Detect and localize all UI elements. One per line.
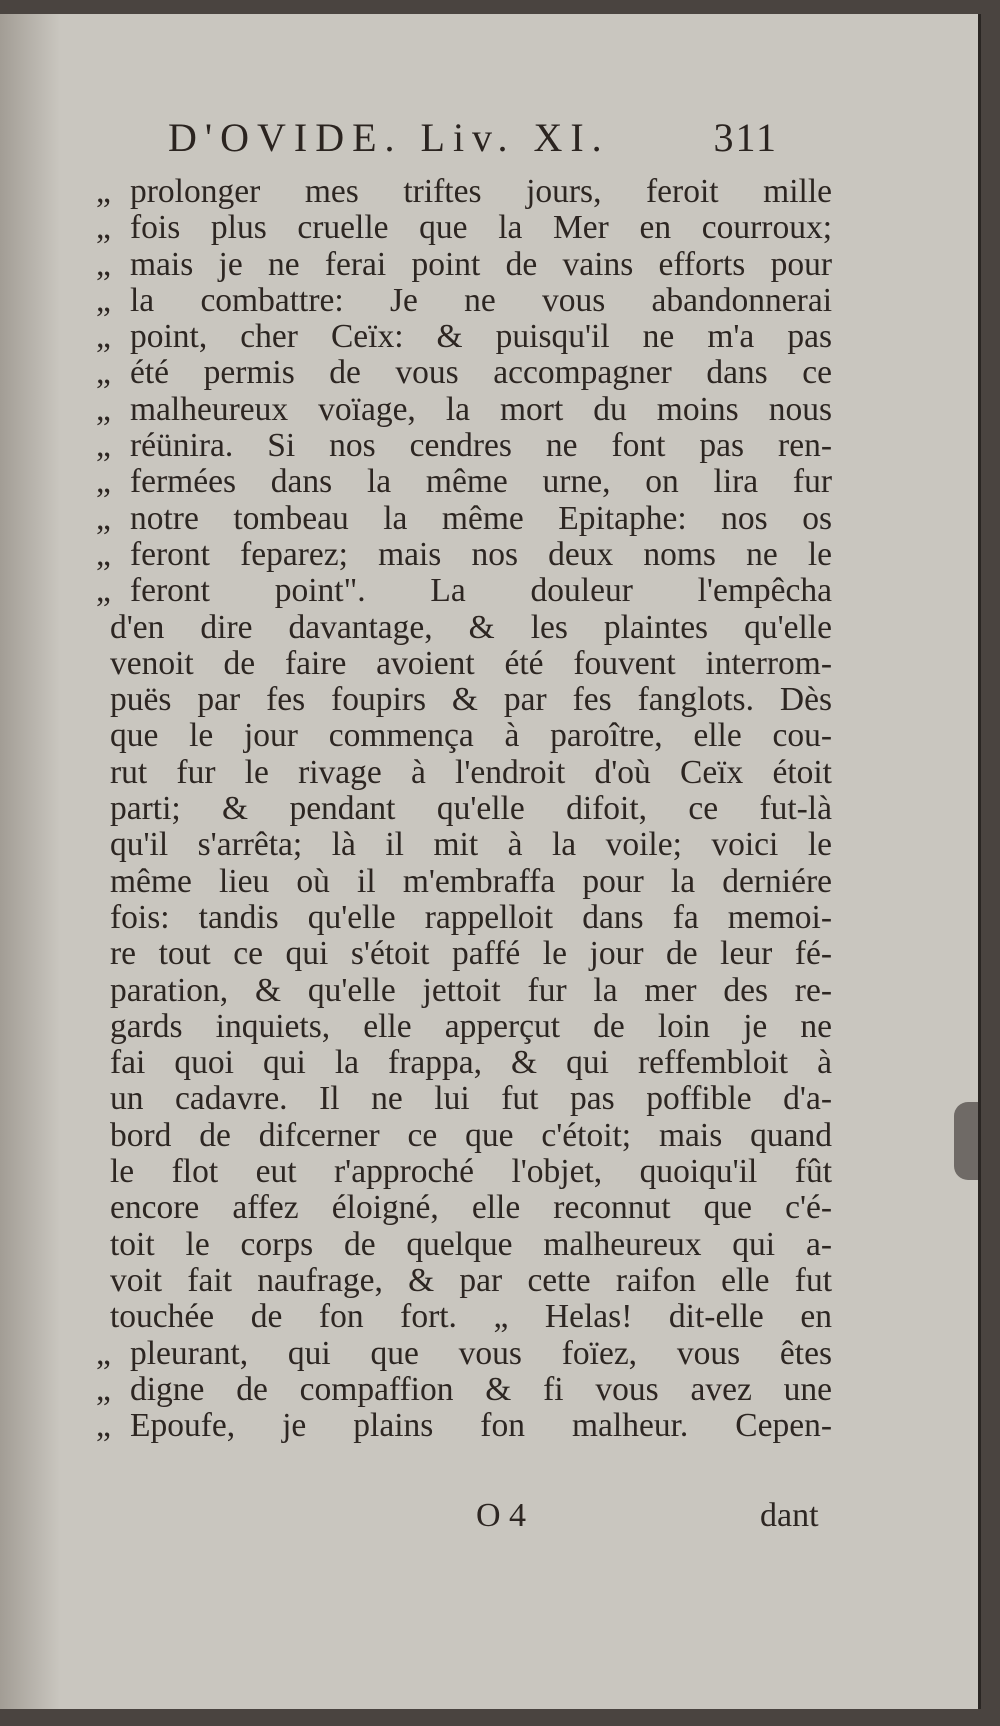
text-line bbox=[96, 283, 832, 319]
line-text: paration, & qu'elle jettoit fur la mer des re- bbox=[110, 971, 832, 1009]
running-title: D'OVIDE. Liv. XI. bbox=[168, 115, 610, 160]
text-line bbox=[96, 1227, 832, 1263]
quotation-mark: „ bbox=[96, 281, 111, 319]
text-line bbox=[96, 247, 832, 283]
line-text: notre tombeau la même Epitaphe: nos os bbox=[130, 499, 832, 537]
line-text: la combattre: Je ne vous abandonnerai bbox=[130, 281, 832, 319]
text-line bbox=[96, 1190, 832, 1226]
quotation-mark: „ bbox=[96, 1334, 111, 1372]
line-text: gards inquiets, elle apperçut de loin je ne bbox=[110, 1007, 832, 1045]
page-gutter-shadow bbox=[0, 14, 60, 1709]
quotation-mark: „ bbox=[96, 354, 111, 392]
text-line bbox=[96, 501, 832, 537]
text-line bbox=[96, 682, 832, 718]
text-line bbox=[96, 319, 832, 355]
quotation-mark: „ bbox=[96, 390, 111, 428]
line-text: venoit de faire avoient été fouvent interrom- bbox=[110, 644, 832, 682]
line-text: malheureux voïage, la mort du moins nous bbox=[130, 390, 832, 428]
line-text: d'en dire davantage, & les plaintes qu'elle bbox=[110, 608, 832, 646]
text-line bbox=[96, 718, 832, 754]
line-text: même lieu où il m'embraffa pour la derniére bbox=[110, 862, 832, 900]
quotation-mark: „ bbox=[96, 572, 111, 610]
text-line bbox=[96, 900, 832, 936]
text-line bbox=[96, 1336, 832, 1372]
line-text: feront point". La douleur l'empêcha bbox=[130, 572, 832, 610]
line-text: feront feparez; mais nos deux noms ne le bbox=[130, 535, 832, 573]
line-text: re tout ce qui s'étoit paffé le jour de leur fé- bbox=[110, 935, 832, 973]
book-page bbox=[0, 14, 981, 1709]
line-text: qu'il s'arrêta; là il mit à la voile; voici le bbox=[110, 826, 832, 864]
text-line bbox=[96, 791, 832, 827]
line-text: toit le corps de quelque malheureux qui a- bbox=[110, 1225, 832, 1263]
line-text: le flot eut r'approché l'objet, quoiqu'il fût bbox=[110, 1153, 832, 1191]
line-text: rut fur le rivage à l'endroit d'où Ceïx étoit bbox=[110, 753, 832, 791]
line-text: digne de compaffion & fi vous avez une bbox=[130, 1370, 832, 1408]
quotation-mark: „ bbox=[96, 209, 111, 247]
text-line bbox=[96, 646, 832, 682]
text-line bbox=[96, 1263, 832, 1299]
line-text: point, cher Ceïx: & puisqu'il ne m'a pas bbox=[130, 318, 832, 356]
line-text: prolonger mes triftes jours, feroit mille bbox=[130, 173, 832, 210]
line-text: réünira. Si nos cendres ne font pas ren- bbox=[130, 427, 832, 465]
quotation-mark: „ bbox=[96, 318, 111, 356]
line-text: fermées dans la même urne, on lira fur bbox=[130, 463, 832, 501]
text-line bbox=[96, 755, 832, 791]
quotation-mark: „ bbox=[96, 499, 111, 537]
page-footer bbox=[0, 1497, 978, 1547]
line-text: puës par fes foupirs & par fes fanglots. Dès bbox=[110, 681, 832, 719]
text-line bbox=[96, 1154, 832, 1190]
page-clip bbox=[954, 1102, 978, 1180]
text-line bbox=[96, 464, 832, 500]
line-text: fois: tandis qu'elle rappelloit dans fa memoi- bbox=[110, 898, 832, 936]
line-text: touchée de fon fort. „ Helas! dit-elle en bbox=[110, 1298, 832, 1336]
text-line bbox=[96, 1372, 832, 1408]
quotation-mark: „ bbox=[96, 1407, 111, 1445]
line-text: que le jour commença à paroître, elle cou- bbox=[110, 717, 832, 755]
text-line bbox=[96, 827, 832, 863]
text-line bbox=[96, 610, 832, 646]
text-line bbox=[96, 1118, 832, 1154]
line-text: parti; & pendant qu'elle difoit, ce fut-là bbox=[110, 790, 832, 828]
page-number: 311 bbox=[713, 115, 778, 160]
text-line bbox=[96, 428, 832, 464]
quotation-mark: „ bbox=[96, 1370, 111, 1408]
text-line bbox=[96, 1408, 832, 1444]
line-text: bord de difcerner ce que c'étoit; mais quand bbox=[110, 1116, 832, 1154]
line-text: voit fait naufrage, & par cette raifon elle fut bbox=[110, 1261, 832, 1299]
quotation-mark: „ bbox=[96, 463, 111, 501]
line-text: Epoufe, je plains fon malheur. Cepen- bbox=[130, 1407, 832, 1445]
line-text: encore affez éloigné, elle reconnut que c'é- bbox=[110, 1189, 832, 1227]
text-line bbox=[96, 537, 832, 573]
text-line bbox=[96, 936, 832, 972]
line-text: pleurant, qui que vous foïez, vous êtes bbox=[130, 1334, 832, 1372]
quotation-mark: „ bbox=[96, 427, 111, 465]
catchword: dant bbox=[760, 1497, 819, 1534]
line-text: été permis de vous accompagner dans ce bbox=[130, 354, 832, 392]
text-line bbox=[96, 392, 832, 428]
text-line bbox=[96, 1045, 832, 1081]
quotation-mark: „ bbox=[96, 245, 111, 283]
text-line bbox=[96, 355, 832, 391]
text-line bbox=[96, 864, 832, 900]
line-text: fai quoi qui la frappa, & qui reffembloit à bbox=[110, 1044, 832, 1082]
line-text: fois plus cruelle que la Mer en courroux; bbox=[130, 209, 832, 247]
quotation-mark: „ bbox=[96, 173, 111, 210]
running-header bbox=[168, 114, 778, 174]
signature-mark: O 4 bbox=[476, 1497, 527, 1534]
text-line bbox=[96, 1081, 832, 1117]
text-line bbox=[96, 174, 832, 210]
text-line bbox=[96, 573, 832, 609]
line-text: mais je ne ferai point de vains efforts pour bbox=[130, 245, 832, 283]
text-line bbox=[96, 973, 832, 1009]
text-line bbox=[96, 210, 832, 246]
page-body bbox=[96, 174, 832, 1444]
text-line bbox=[96, 1009, 832, 1045]
line-text: un cadavre. Il ne lui fut pas poffible d'a- bbox=[110, 1080, 832, 1118]
quotation-mark: „ bbox=[96, 535, 111, 573]
text-line bbox=[96, 1299, 832, 1335]
